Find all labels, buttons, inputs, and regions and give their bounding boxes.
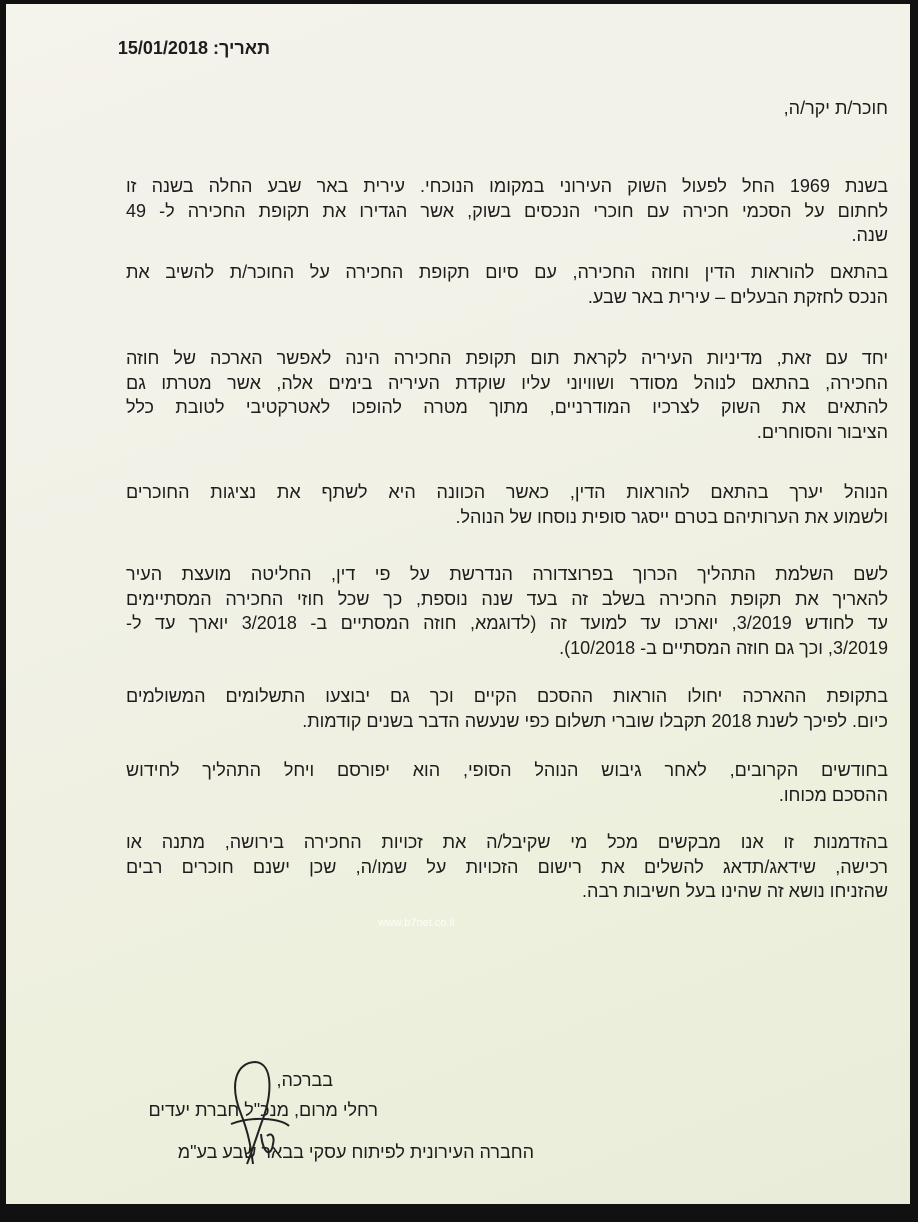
text-line: הנוהל יערך בהתאם להוראות הדין, כאשר הכוונה היא לשתף את נציגות החוכרים: [126, 482, 888, 502]
text-line: בהזדמנות זו אנו מבקשים מכל מי שקיבל/ה את זכויות החכירה בירושה, מתנה או: [126, 832, 888, 852]
text-line: בשנת 1969 החל לפעול השוק העירוני במקומו הנוכחי. עירית באר שבע החלה בשנה זו: [126, 176, 888, 196]
text-line: החכירה, בהתאם לנוהל מסודר ושוויוני עליו שוקדת העיריה בימים אלה, אשר מטרתו גם: [126, 372, 888, 393]
text-line: להאריך את תקופת החכירה בשלב זה בעד שנה נוספת, כך שכל חוזי החכירה המסתיימים: [126, 588, 888, 609]
paragraph: [126, 758, 888, 807]
text-line: לשם השלמת התהליך הכרוך בפרוצדורה הנדרשת על פי דין, החליטה מועצת העיר: [126, 564, 888, 584]
text-line: לחתום על הסכמי חכירה עם חוכרי הנכסים בשוק, אשר הגדירו את תקופת החכירה ל- 49: [126, 200, 888, 221]
text-line: בהתאם להוראות הדין וחוזה החכירה, עם סיום תקופת החכירה על החוכר/ת להשיב את: [126, 262, 888, 282]
letter-page: [6, 4, 910, 1204]
text-line: רכישה, שידאג/תדאג להשלים את רישום הזכויות על שמו/ה, שכן ישנם חוכרים רבים: [126, 856, 888, 877]
paragraph: [126, 260, 888, 309]
signer-name: רחלי מרום, מנכ"ל חברת יעדים: [148, 1100, 378, 1120]
text-line: שנה.: [851, 225, 888, 246]
handwritten-signature: [211, 1054, 301, 1174]
text-line: הנכס לחזקת הבעלים – עירית באר שבע.: [587, 286, 888, 307]
text-line: עד לחודש 3/2019, יוארכו עד למועד זה (לדוגמא, חוזה המסתיים ב- 3/2018 יוארך עד ל-: [126, 613, 888, 634]
paragraph: [126, 562, 888, 660]
text-line: להתאים את השוק לצרכיו המודרניים, מתוך מטרה להופכו לאטרקטיבי לטובת כלל: [126, 397, 888, 418]
text-line: ההסכם מכוחו.: [778, 784, 888, 805]
closing-regards: בברכה,: [276, 1070, 333, 1090]
paragraph: [126, 830, 888, 904]
company-name: החברה העירונית לפיתוח עסקי בבאר שבע בע"מ: [177, 1142, 534, 1162]
paragraph: [126, 346, 888, 444]
greeting: חוכר/ת יקר/ה,: [783, 98, 888, 118]
text-line: כיום. לפיכך לשנת 2018 תקבלו שוברי תשלום כפי שנעשה הדבר בשנים קודמות.: [302, 710, 888, 731]
text-line: בתקופת ההארכה יחולו הוראות ההסכם הקיים וכך גם יבוצעו התשלומים המשולמים: [126, 686, 888, 706]
paragraph: [126, 480, 888, 529]
text-line: יחד עם זאת, מדיניות העיריה לקראת תום תקופת החכירה הינה לאפשר הארכה של חוזה: [126, 348, 888, 368]
paragraph: [126, 684, 888, 733]
letter-date: תאריך: 15/01/2018: [117, 38, 270, 58]
text-line: שהזניחו נושא זה שהינו בעל חשיבות רבה.: [582, 881, 888, 902]
text-line: הציבור והסוחרים.: [756, 421, 888, 442]
text-line: ולשמוע את הערותיהם בטרם ייסגר סופית נוסחו של הנוהל.: [455, 506, 888, 527]
text-line: בחודשים הקרובים, לאחר גיבוש הנוהל הסופי, הוא יפורסם ויחל התהליך לחידוש: [126, 760, 888, 780]
paragraph: [126, 174, 888, 248]
watermark: www.b7net.co.il: [378, 917, 455, 929]
text-line: 3/2019, וכך גם חוזה המסתיים ב- 10/2018).: [559, 637, 888, 658]
